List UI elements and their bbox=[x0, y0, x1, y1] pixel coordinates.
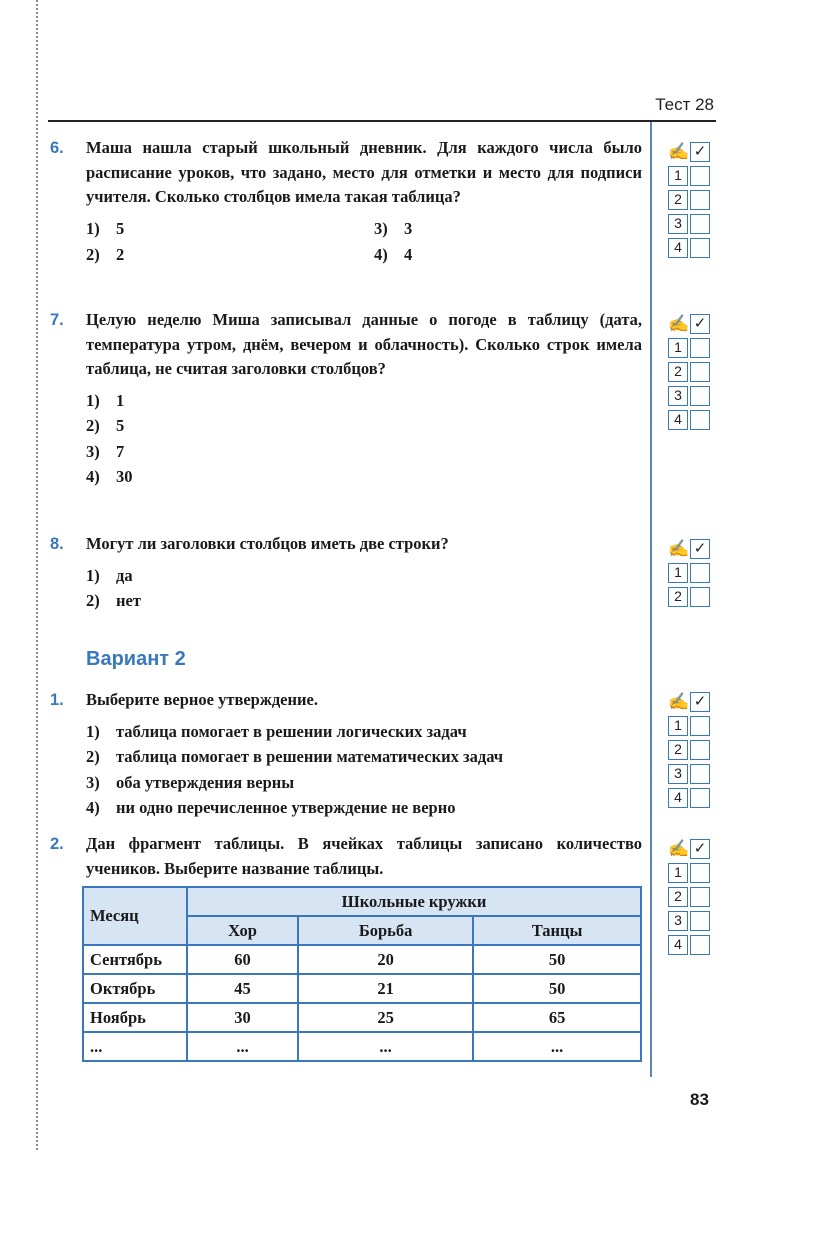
question-v2-2 bbox=[50, 832, 642, 881]
answer-label: 1 bbox=[668, 863, 688, 883]
table-header-month: Месяц bbox=[83, 887, 187, 945]
answer-label: 4 bbox=[668, 935, 688, 955]
answer-label: 2 bbox=[668, 740, 688, 760]
question-number: 8. bbox=[50, 535, 64, 553]
table-cell: 50 bbox=[473, 974, 641, 1003]
answer-checkbox[interactable] bbox=[690, 214, 710, 234]
answer-checkbox[interactable] bbox=[690, 386, 710, 406]
answer-checkbox[interactable] bbox=[690, 338, 710, 358]
option-2: 2) 5 bbox=[86, 416, 125, 435]
answer-checkbox[interactable] bbox=[690, 716, 710, 736]
answer-label: 3 bbox=[668, 764, 688, 784]
answer-label: 4 bbox=[668, 410, 688, 430]
answer-checkbox[interactable] bbox=[690, 788, 710, 808]
pencil-icon: ✍ bbox=[668, 839, 690, 858]
answer-checkbox[interactable] bbox=[690, 935, 710, 955]
table-row bbox=[83, 974, 641, 1003]
answer-label: 3 bbox=[668, 386, 688, 406]
table-cell: 65 bbox=[473, 1003, 641, 1032]
answer-checkbox[interactable] bbox=[690, 410, 710, 430]
table-header-clubs: Школьные кружки bbox=[187, 887, 641, 916]
check-icon: ✓ bbox=[690, 539, 710, 559]
option-4: 4) ни одно перечисленное утверждение не верно bbox=[86, 798, 456, 817]
pencil-icon: ✍ bbox=[668, 692, 690, 711]
option-4: 4) 30 bbox=[86, 467, 133, 486]
pencil-icon: ✍ bbox=[668, 314, 690, 333]
answer-checkbox[interactable] bbox=[690, 190, 710, 210]
table-cell: Сентябрь bbox=[83, 945, 187, 974]
answer-checkbox[interactable] bbox=[690, 887, 710, 907]
question-text: Дан фрагмент таблицы. В ячейках таблицы записано количество учеников. Выберите название таблицы. bbox=[86, 834, 642, 878]
answer-label: 3 bbox=[668, 214, 688, 234]
section-title-variant-2: Вариант 2 bbox=[86, 648, 186, 670]
school-clubs-table bbox=[82, 886, 642, 1062]
table-cell: Октябрь bbox=[83, 974, 187, 1003]
answer-label: 1 bbox=[668, 716, 688, 736]
table-cell: 25 bbox=[298, 1003, 473, 1032]
check-icon: ✓ bbox=[690, 314, 710, 334]
option-1: 1) 1 bbox=[86, 390, 125, 410]
answer-column-rule bbox=[650, 122, 652, 1077]
answer-label: 2 bbox=[668, 587, 688, 607]
answer-label: 1 bbox=[668, 338, 688, 358]
table-cell: 50 bbox=[473, 945, 641, 974]
answer-label: 4 bbox=[668, 788, 688, 808]
answer-label: 4 bbox=[668, 238, 688, 258]
question-text: Целую неделю Миша записывал данные о погоде в таблицу (дата, температура утром, днём, вечером и облачность). Сколько строк имела таблица, не считая заголовки столбцов? bbox=[86, 310, 642, 378]
option-2: 2) таблица помогает в решении математических задач bbox=[86, 747, 504, 766]
table-cell: ... bbox=[473, 1032, 641, 1061]
table-header-wrestling: Борьба bbox=[298, 916, 473, 945]
answer-options bbox=[86, 563, 642, 614]
header-rule bbox=[48, 120, 716, 122]
answer-checkbox[interactable] bbox=[690, 911, 710, 931]
question-number: 2. bbox=[50, 835, 64, 853]
question-text: Выберите верное утверждение. bbox=[86, 690, 318, 709]
answer-label: 2 bbox=[668, 190, 688, 210]
answer-label: 3 bbox=[668, 911, 688, 931]
answer-block-v2-q2 bbox=[668, 837, 718, 957]
table-cell: 21 bbox=[298, 974, 473, 1003]
table-cell: 30 bbox=[187, 1003, 298, 1032]
option-1: 1) таблица помогает в решении логических задач bbox=[86, 721, 467, 741]
table-cell: 60 bbox=[187, 945, 298, 974]
option-1: 1) 5 bbox=[86, 218, 125, 238]
answer-checkbox[interactable] bbox=[690, 362, 710, 382]
page-number: 83 bbox=[690, 1090, 709, 1109]
question-v2-1 bbox=[50, 688, 642, 821]
answer-block-v2-q1 bbox=[668, 690, 718, 810]
table-cell: ... bbox=[187, 1032, 298, 1061]
answer-checkbox[interactable] bbox=[690, 563, 710, 583]
question-number: 6. bbox=[50, 139, 64, 157]
table-cell: 45 bbox=[187, 974, 298, 1003]
check-icon: ✓ bbox=[690, 839, 710, 859]
table-row bbox=[83, 945, 641, 974]
answer-block-q7 bbox=[668, 312, 718, 432]
option-3: 3) оба утверждения верны bbox=[86, 772, 295, 792]
option-3: 3) 7 bbox=[86, 441, 125, 461]
option-3: 3) 3 bbox=[374, 218, 413, 238]
table-row bbox=[83, 1032, 641, 1061]
question-7 bbox=[50, 308, 642, 490]
question-text: Могут ли заголовки столбцов иметь две строки? bbox=[86, 534, 449, 553]
answer-checkbox[interactable] bbox=[690, 238, 710, 258]
pencil-icon: ✍ bbox=[668, 142, 690, 161]
table-header-choir: Хор bbox=[187, 916, 298, 945]
answer-checkbox[interactable] bbox=[690, 166, 710, 186]
option-1: 1) да bbox=[86, 565, 133, 585]
table-cell: 20 bbox=[298, 945, 473, 974]
table-cell: ... bbox=[298, 1032, 473, 1061]
answer-block-q8 bbox=[668, 537, 718, 609]
answer-options bbox=[86, 719, 642, 821]
answer-label: 1 bbox=[668, 563, 688, 583]
answer-options bbox=[86, 388, 642, 490]
pencil-icon: ✍ bbox=[668, 539, 690, 558]
check-icon: ✓ bbox=[690, 692, 710, 712]
answer-checkbox[interactable] bbox=[690, 863, 710, 883]
answer-checkbox[interactable] bbox=[690, 587, 710, 607]
question-number: 7. bbox=[50, 311, 64, 329]
check-icon: ✓ bbox=[690, 142, 710, 162]
answer-label: 1 bbox=[668, 166, 688, 186]
answer-checkbox[interactable] bbox=[690, 764, 710, 784]
answer-options bbox=[86, 216, 642, 267]
binding-dotted-line bbox=[36, 0, 38, 1150]
test-title: Тест 28 bbox=[655, 95, 714, 114]
table-header-dance: Танцы bbox=[473, 916, 641, 945]
option-4: 4) 4 bbox=[374, 244, 413, 264]
answer-block-q6 bbox=[668, 140, 718, 260]
question-6 bbox=[50, 136, 642, 267]
table-row bbox=[83, 1003, 641, 1032]
option-2: 2) 2 bbox=[86, 244, 125, 264]
option-2: 2) нет bbox=[86, 591, 141, 610]
question-number: 1. bbox=[50, 691, 64, 709]
answer-label: 2 bbox=[668, 362, 688, 382]
answer-label: 2 bbox=[668, 887, 688, 907]
question-text: Маша нашла старый школьный дневник. Для каждого числа было расписание уроков, что задано, место для отметки и место для подписи учителя. Сколько столбцов имела такая таблица? bbox=[86, 138, 642, 206]
question-8 bbox=[50, 532, 642, 614]
table-cell: Ноябрь bbox=[83, 1003, 187, 1032]
answer-checkbox[interactable] bbox=[690, 740, 710, 760]
table-cell: ... bbox=[83, 1032, 187, 1061]
